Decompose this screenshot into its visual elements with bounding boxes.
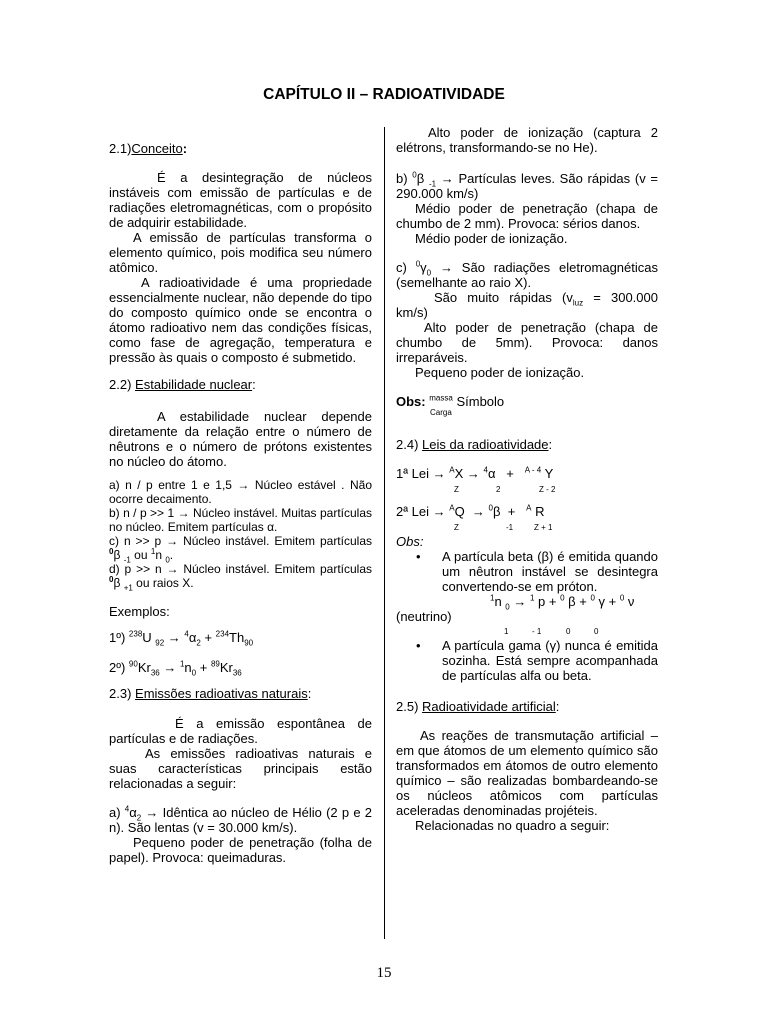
- second-law-equation: 2ª Lei → $^A$Q → $^0$β + $^A$ R Z -1 Z + 1: [396, 503, 553, 532]
- s25-paragraph-1: As reações de transmutação artificial – em que átomos de um elemento químico são transformados em átomos de outro elemento químico – são realizadas bombardeando-se os núcleos atômicos com partículas aceleradas denominadas projéteis.: [396, 728, 658, 818]
- obs-2-label: Obs:: [396, 534, 424, 549]
- gamma-speed: São muito rápidas ($v_{luz} = 300.000$ km/s): [396, 290, 658, 320]
- section-2-2-heading: 2.2) Estabilidade nuclear:: [109, 377, 256, 392]
- s23-paragraph-1: É a emissão espontânea de partículas e de radiações.: [109, 716, 372, 746]
- s21-paragraph-3: A radioatividade é uma propriedade essencialmente nuclear, não depende do tipo do composto químico onde se encontra o átomo radioativo nem das condições físicas, como fase de agregação, temperatura e pressão às quais o composto é submetido.: [109, 275, 372, 365]
- rule-a: a) n / p entre 1 e 1,5 → Núcleo estável . Não ocorre decaimento.: [109, 478, 372, 506]
- section-2-1-heading: 2.1)Conceito:: [109, 141, 188, 156]
- page-title: CAPÍTULO II – RADIOATIVIDADE: [263, 86, 505, 103]
- beta-ionization: Médio poder de ionização.: [415, 231, 568, 246]
- rule-c: c) n >> p → Núcleo instável. Emitem partículas $^0$β $_{-1}$ ou $^1$n $_0$.: [109, 534, 372, 565]
- neutrino-label: (neutrino): [396, 609, 452, 624]
- example-2: 2º) $^{90}Kr_{36} \to ^1n_0 + ^{89}Kr_{36}$: [109, 659, 242, 678]
- bullet-icon: •: [416, 549, 421, 564]
- left-column: [109, 141, 372, 865]
- s22-paragraph-1: A estabilidade nuclear depende diretamente da relação entre o número de nêutrons e o número de prótons existentes no núcleo do átomo.: [109, 409, 372, 469]
- right-column: [396, 125, 658, 833]
- examples-label: Exemplos:: [109, 604, 170, 619]
- column-divider: [384, 127, 385, 939]
- bullet-beta: • A partícula beta (β) é emitida quando um nêutron instável se desintegra convertendo-se em próton.: [416, 549, 658, 594]
- gamma-ionization: Pequeno poder de ionização.: [415, 365, 585, 380]
- alpha-description: a) $^4\alpha_2$ → Idêntica ao núcleo de Hélio (2 p e 2 n). São lentas (v = 30.000 km/s).: [109, 804, 372, 835]
- s21-paragraph-2: A emissão de partículas transforma o elemento químico, pois modifica seu número atômico.: [109, 230, 372, 275]
- beta-decay-subscripts: 1 - 1 0 0: [504, 627, 599, 636]
- bullet-icon: •: [416, 638, 421, 653]
- obs-carga: Carga: [430, 408, 452, 417]
- example-1: 1º) $^{238}$U $_{92} \to ^4\alpha_2 + ^{234}Th_{90}$: [109, 629, 254, 648]
- gamma-penetration: Alto poder de penetração (chapa de chumbo de 5mm). Provoca: danos irreparáveis.: [396, 320, 658, 365]
- s25-paragraph-2: Relacionadas no quadro a seguir:: [415, 818, 610, 833]
- page-number: 15: [376, 965, 392, 981]
- beta-description: b) $^0$β $_{-1}$ → Partículas leves. São rápidas (v = 290.000 km/s): [396, 170, 659, 201]
- gamma-description: c) $^0\gamma_0$ → São radiações eletromagnéticas (semelhante ao raio X).: [396, 259, 658, 290]
- s23-paragraph-2: As emissões radioativas naturais e suas características principais estão relacionadas a seguir:: [109, 746, 372, 791]
- first-law-equation: 1ª Lei → $^A$X → $^4$α + $^{A - 4}$ Y Z 2 Z - 2: [396, 465, 556, 494]
- alpha-penetration: Pequeno poder de penetração (folha de papel). Provoca: queimaduras.: [109, 835, 372, 865]
- obs-symbol: Obs: $^{massa}$ Símbolo: [396, 393, 505, 409]
- section-2-4-heading: 2.4) Leis da radioatividade:: [396, 437, 553, 452]
- section-2-5-heading: 2.5) Radioatividade artificial:: [396, 699, 560, 714]
- rule-b: b) n / p >> 1 → Núcleo instável. Muitas partículas no núcleo. Emitem partículas α.: [109, 506, 372, 534]
- alpha-ionization: Alto poder de ionização (captura 2 elétrons, transformando-se no He).: [396, 125, 658, 155]
- bullet-gamma: • A partícula gama (γ) nunca é emitida sozinha. Está sempre acompanhada de partículas alfa ou beta.: [416, 638, 658, 683]
- beta-decay-equation: $^1$n $_0$ → $^1$ p + $^0$ β + $^0$ γ + $^0$ ν: [490, 593, 635, 612]
- beta-penetration: Médio poder de penetração (chapa de chumbo de 2 mm). Provoca: sérios danos.: [396, 201, 658, 231]
- rule-d: d) p >> n → Núcleo instável. Emitem partículas $^0$β $_{+1}$ ou raios X.: [109, 562, 372, 593]
- section-2-3-heading: 2.3) Emissões radioativas naturais:: [109, 686, 312, 701]
- s21-paragraph-1: É a desintegração de núcleos instáveis com emissão de partículas e de radiações eletromagnéticas, com o propósito de adquirir estabilidade.: [109, 170, 372, 230]
